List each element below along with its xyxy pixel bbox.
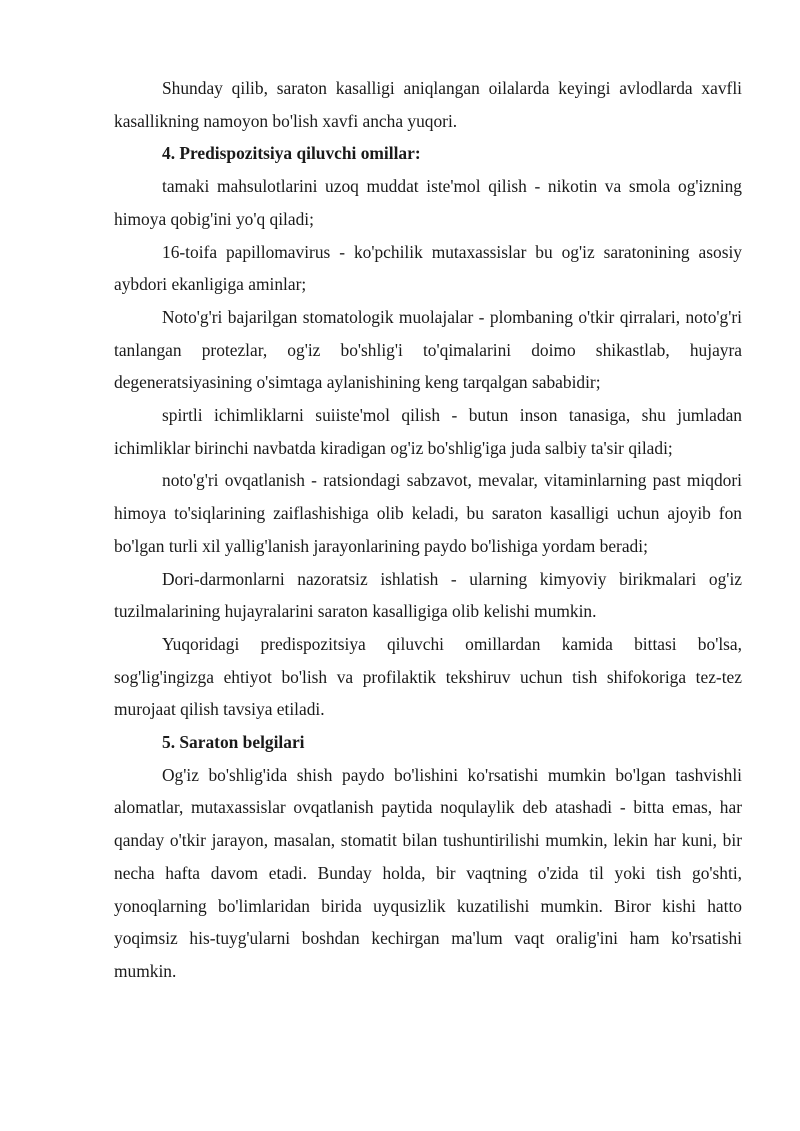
paragraph-tobacco: tamaki mahsulotlarini uzoq muddat iste'mol qilish - nikotin va smola og'izning himoya qobig'ini yo'q qiladi; — [114, 176, 742, 229]
paragraph-recommendation: Yuqoridagi predispozitsiya qiluvchi omillardan kamida bittasi bo'lsa, sog'lig'ingizga ehtiyot bo'lish va profilaktik tekshiruv uchun tish shifokoriga tez-tez murojaat qilish tavsiya etiladi. — [114, 633, 742, 720]
paragraph-symptoms: Og'iz bo'shlig'ida shish paydo bo'lishini ko'rsatishi mumkin bo'lgan tashvishli alomatlar, mutaxassislar ovqatlanish paytida noqulaylik deb atashadi - bitta emas, har qanday o'tkir jarayon, masalan, stomatit bilan tushuntirilishi mumkin, lekin har kuni, bir necha hafta davom etadi. Bunday holda, bir vaqtning o'zida til yoki tish go'shti, yonoqlarning bo'limlaridan birida uyqusizlik kuzatilishi mumkin. Biror kishi hatto yoqimsiz his-tuyg'ularni boshdan kechirgan ma'lum vaqt oralig'ini ham ko'rsatishi mumkin. — [114, 764, 742, 981]
paragraph-dental-procedures: Noto'g'ri bajarilgan stomatologik muolajalar - plombaning o'tkir qirralari, noto'g'ri tanlangan protezlar, og'iz bo'shlig'i to'qimalarini doimo shikastlab, hujayra degeneratsiyasining o'simtaga aylanishining keng tarqalgan sababidir; — [114, 306, 742, 393]
paragraph-medication: Dori-darmonlarni nazoratsiz ishlatish - ularning kimyoviy birikmalari og'iz tuzilmalarining hujayralarini saraton kasalligiga olib kelishi mumkin. — [114, 568, 742, 622]
document-page — [114, 72, 742, 988]
paragraph-family-risk: Shunday qilib, saraton kasalligi aniqlangan oilalarda keyingi avlodlarda xavfli kasallikning namoyon bo'lish xavfi ancha yuqori. — [114, 78, 742, 131]
paragraph-nutrition: noto'g'ri ovqatlanish - ratsiondagi sabzavot, mevalar, vitaminlarning past miqdori himoya to'siqlarining zaiflashishiga olib keladi, bu saraton kasalligi uchun ajoyib fon bo'lgan turli xil yallig'lanish jarayonlarining paydo bo'lishiga yordam beradi; — [114, 470, 742, 556]
heading-cancer-signs: 5. Saraton belgilari — [162, 732, 305, 753]
paragraph-alcohol: spirtli ichimliklarni suiiste'mol qilish - butun inson tanasiga, shu jumladan ichimliklar birinchi navbatda kiradigan og'iz bo'shlig'iga juda salbiy ta'sir qiladi; — [114, 405, 742, 458]
paragraph-papillomavirus: 16-toifa papillomavirus - ko'pchilik mutaxassislar bu og'iz saratonining asosiy aybdori ekanligiga aminlar; — [114, 241, 742, 295]
heading-predisposing-factors: 4. Predispozitsiya qiluvchi omillar: — [162, 143, 421, 164]
